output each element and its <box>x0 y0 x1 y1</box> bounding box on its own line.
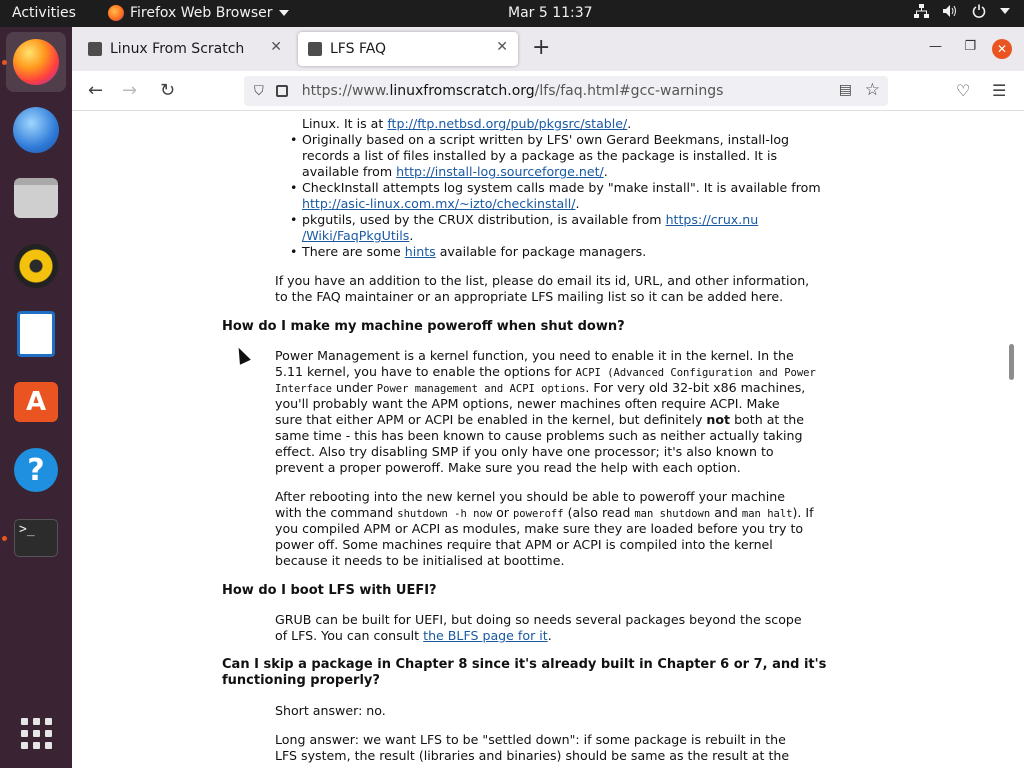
paragraph-line: LFS system, the result (libraries and binaries) should be same as the result at the <box>275 748 790 763</box>
list-item-line: available from http://install-log.sourceforge.net/. <box>302 164 608 179</box>
paragraph-line: If you have an addition to the list, please do email its id, URL, and other information, <box>275 273 810 288</box>
chevron-down-icon <box>279 10 289 16</box>
running-indicator <box>2 536 7 541</box>
faq-question-skip-package: Can I skip a package in Chapter 8 since it's already built in Chapter 6 or 7, and it's <box>222 657 827 672</box>
list-item: • CheckInstall attempts log system calls made by "make install". It is available from <box>302 180 821 196</box>
paragraph-line: with the command shutdown -h now or poweroff (also read man shutdown and man halt). If <box>275 505 814 520</box>
list-item-line: /Wiki/FaqPkgUtils. <box>302 228 414 243</box>
faq-question-skip-package-cont: functioning properly? <box>222 673 380 688</box>
paragraph-line: After rebooting into the new kernel you should be able to poweroff your machine <box>275 489 786 504</box>
tab-linux-from-scratch[interactable] <box>78 32 292 66</box>
paragraph-line: Interface under Power management and ACPI options. For very old 32-bit x86 machines, <box>275 380 806 395</box>
list-item-line: http://asic-linux.com.mx/~izto/checkinstall/. <box>302 196 580 211</box>
gnome-top-bar <box>0 0 1024 27</box>
reader-view-icon[interactable]: ▤ <box>838 82 852 98</box>
running-indicator <box>2 60 7 65</box>
back-arrow-icon[interactable]: ← <box>88 80 104 101</box>
crux-link-cont[interactable]: /Wiki/FaqPkgUtils <box>302 228 410 243</box>
dock-help[interactable] <box>6 440 66 500</box>
restore-icon[interactable]: ❐ <box>964 39 976 54</box>
close-tab-icon[interactable]: ✕ <box>496 39 508 55</box>
apps-grid-icon <box>21 718 52 749</box>
lfs-favicon <box>308 42 322 56</box>
crux-link[interactable]: https://crux.nu <box>665 212 759 227</box>
paragraph-line: 5.11 kernel, you have to enable the options for ACPI (Advanced Configuration and Power <box>275 364 816 379</box>
pocket-icon[interactable]: ♡ <box>956 81 971 100</box>
thunderbird-icon <box>13 107 59 153</box>
clock[interactable]: Mar 5 11:37 <box>508 5 593 21</box>
dock-firefox[interactable] <box>6 32 66 92</box>
dock-software[interactable] <box>6 372 66 432</box>
paragraph-line: because it needs to be initialised at boottime. <box>275 553 565 568</box>
activities-button[interactable]: Activities <box>12 5 76 21</box>
writer-icon <box>17 311 55 357</box>
reload-icon[interactable]: ↻ <box>160 80 176 101</box>
bookmark-star-icon[interactable]: ☆ <box>864 80 880 100</box>
terminal-icon: >_ <box>14 519 58 557</box>
show-applications-button[interactable] <box>6 703 66 763</box>
dock-terminal[interactable] <box>6 508 66 568</box>
paragraph-line: Long answer: we want LFS to be "settled down": if some package is rebuilt in the <box>275 732 786 747</box>
close-tab-icon[interactable]: ✕ <box>270 39 282 55</box>
list-item-line: records a list of files installed by a package as the package is installed. It is <box>302 148 778 163</box>
paragraph-line: of LFS. You can consult the BLFS page for it. <box>275 628 552 643</box>
tab-strip <box>72 27 1024 71</box>
page-content <box>72 112 1016 768</box>
blfs-page-link[interactable]: the BLFS page for it <box>423 628 548 643</box>
checkinstall-link[interactable]: http://asic-linux.com.mx/~izto/checkinstall/ <box>302 196 576 211</box>
power-icon <box>972 4 986 18</box>
paragraph-line: power off. Some machines require that APM or ACPI is compiled into the kernel <box>275 537 773 552</box>
list-item: • pkgutils, used by the CRUX distribution, is available from https://crux.nu <box>302 212 758 228</box>
lock-icon[interactable] <box>276 85 288 97</box>
dock <box>0 27 72 768</box>
app-menu-label: Firefox Web Browser <box>130 5 273 21</box>
store-icon: A <box>14 382 58 422</box>
list-item: • There are some hints available for package managers. <box>302 244 646 260</box>
paragraph-line: effect. Also try disabling SMP if you only have one processor; it's also known to <box>275 444 774 459</box>
dock-rhythmbox[interactable] <box>6 236 66 296</box>
paragraph-line: Short answer: no. <box>275 703 386 718</box>
window-close-icon[interactable]: ✕ <box>992 39 1012 59</box>
vertical-scrollbar[interactable] <box>1009 344 1014 380</box>
dock-thunderbird[interactable] <box>6 100 66 160</box>
app-menu[interactable] <box>108 5 289 21</box>
navigation-toolbar <box>72 71 1024 111</box>
paragraph-line: to the FAQ maintainer or an appropriate LFS mailing list so it can be added here. <box>275 289 784 304</box>
help-icon: ? <box>14 448 58 492</box>
tracking-shield-icon[interactable]: ⛉ <box>254 83 264 99</box>
paragraph-line: you compiled APM or ACPI as modules, make sure they are loaded before you try to <box>275 521 804 536</box>
paragraph-line: Power Management is a kernel function, you need to enable it in the kernel. In the <box>275 348 794 363</box>
system-menu-chevron-icon <box>1000 8 1010 14</box>
files-icon <box>14 178 58 218</box>
rhythmbox-icon <box>14 244 58 288</box>
minimize-icon[interactable]: — <box>929 39 942 54</box>
netbsd-link[interactable]: ftp://ftp.netbsd.org/pub/pkgsrc/stable/ <box>387 116 628 131</box>
dock-files[interactable] <box>6 168 66 228</box>
install-log-link[interactable]: http://install-log.sourceforge.net/ <box>396 164 604 179</box>
paragraph-line: Linux. It is at ftp://ftp.netbsd.org/pub/pkgsrc/stable/. <box>302 116 632 131</box>
firefox-icon <box>13 39 59 85</box>
paragraph-line: GRUB can be built for UEFI, but doing so needs several packages beyond the scope <box>275 612 802 627</box>
lfs-favicon <box>88 42 102 56</box>
new-tab-plus-icon[interactable]: + <box>532 35 551 60</box>
paragraph-line: same time - this has been known to cause problems such as neither actually taking <box>275 428 803 443</box>
system-tray[interactable] <box>914 4 1010 18</box>
dock-writer[interactable] <box>6 304 66 364</box>
volume-icon <box>943 4 958 18</box>
list-item: • Originally based on a script written by LFS' own Gerard Beekmans, install-log <box>302 132 789 148</box>
faq-question-poweroff: How do I make my machine poweroff when shut down? <box>222 319 625 334</box>
tab-lfs-faq[interactable] <box>298 32 518 66</box>
tab-title: LFS FAQ <box>330 41 387 57</box>
hints-link[interactable]: hints <box>404 244 436 259</box>
forward-arrow-icon[interactable]: → <box>122 80 138 101</box>
faq-question-uefi: How do I boot LFS with UEFI? <box>222 583 437 598</box>
hamburger-menu-icon[interactable]: ☰ <box>992 81 1007 100</box>
paragraph-line: sure that either APM or ACPI be enabled in the kernel, but definitely not both at the <box>275 412 805 427</box>
paragraph-line: you'll probably want the APM options, newer machines often require ACPI. Make <box>275 396 780 411</box>
paragraph-line: prevent a proper poweroff. Make sure you read the help with each option. <box>275 460 741 475</box>
firefox-small-icon <box>108 5 124 21</box>
tab-title: Linux From Scratch <box>110 41 245 57</box>
network-icon <box>914 4 929 18</box>
url-text: https://www.linuxfromscratch.org/lfs/faq.html#gcc-warnings <box>301 83 724 99</box>
url-bar[interactable] <box>244 76 888 106</box>
